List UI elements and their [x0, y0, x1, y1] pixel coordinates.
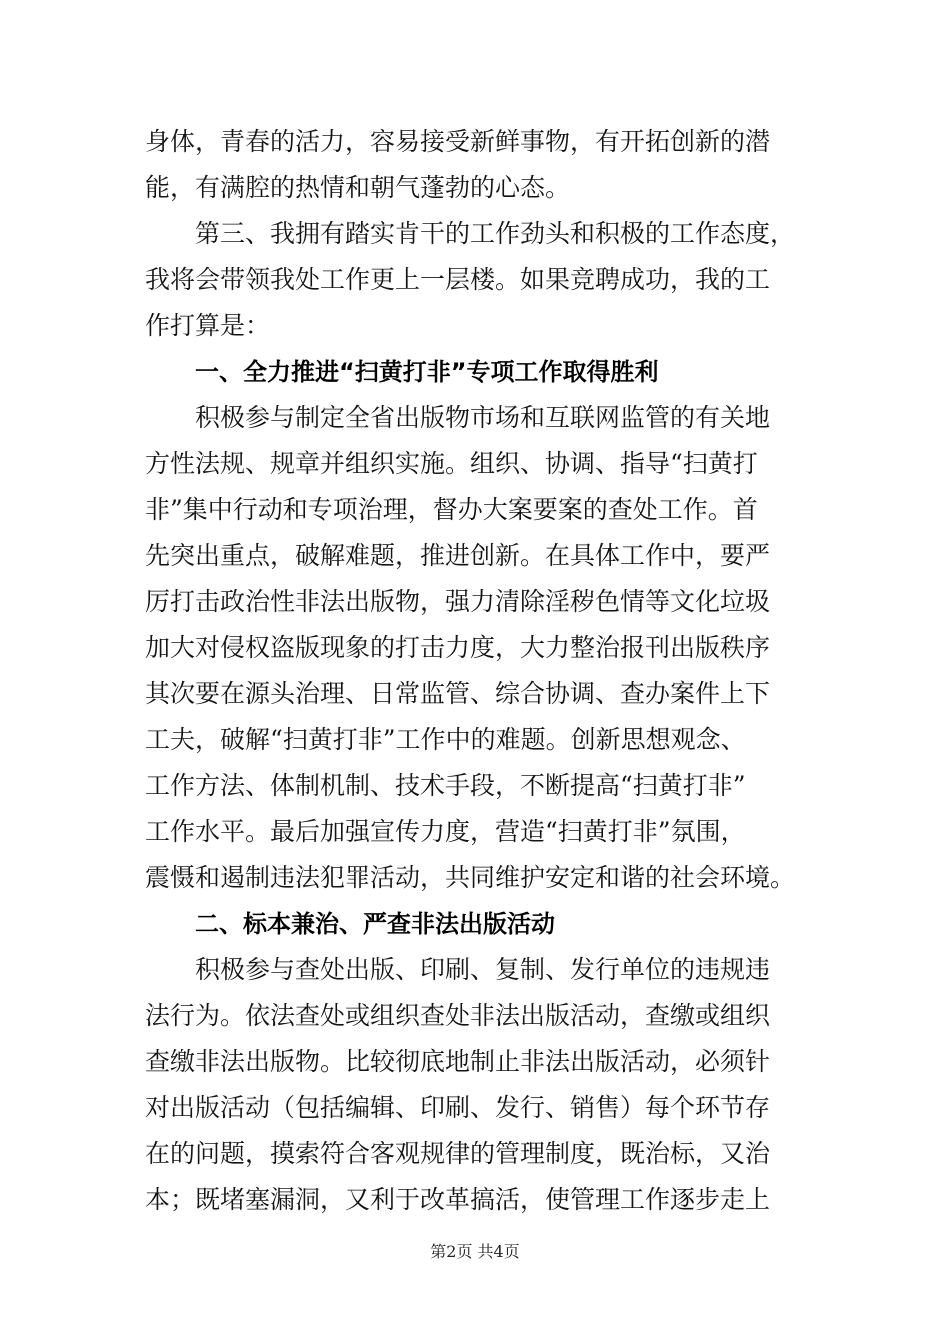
section-heading-2: 二、标本兼治、严查非法出版活动	[195, 910, 555, 938]
paragraph-first-line: 第三、我拥有踏实肯干的工作劲头和积极的工作态度，	[195, 219, 796, 248]
body-line: 我将会带领我处工作更上一层楼。如果竞聘成功，我的工	[145, 265, 771, 294]
body-line: 先突出重点，破解难题，推进创新。在具体工作中，要严	[145, 541, 771, 570]
body-line: 其次要在源头治理、日常监管、综合协调、查办案件上下	[145, 679, 771, 708]
body-line: 身体，青春的活力，容易接受新鲜事物，有开拓创新的潜	[145, 127, 771, 156]
body-line: 加大对侵权盗版现象的打击力度，大力整治报刊出版秩序	[145, 633, 771, 662]
body-line: 查缴非法出版物。比较彻底地制止非法出版活动，必须针	[145, 1047, 771, 1076]
body-line: 非”集中行动和专项治理，督办大案要案的查处工作。首	[145, 495, 758, 524]
body-line: 震慑和遏制违法犯罪活动，共同维护安定和谐的社会环境。	[145, 863, 796, 892]
page-footer: 第2页 共4页	[430, 1242, 520, 1261]
paragraph-first-line: 积极参与制定全省出版物市场和互联网监管的有关地	[195, 403, 771, 432]
body-line: 工作方法、体制机制、技术手段，不断提高“扫黄打非”	[145, 771, 746, 800]
body-line: 作打算是：	[145, 311, 271, 340]
body-line: 法行为。依法查处或组织查处非法出版活动，查缴或组织	[145, 1001, 771, 1030]
body-line: 工夫，破解“扫黄打非”工作中的难题。创新思想观念、	[145, 725, 746, 754]
section-heading-1: 一、全力推进“扫黄打非”专项工作取得胜利	[195, 358, 659, 386]
body-line: 方性法规、规章并组织实施。组织、协调、指导“扫黄打	[145, 449, 758, 478]
body-line: 厉打击政治性非法出版物，强力清除淫秽色情等文化垃圾	[145, 587, 771, 616]
body-line: 本；既堵塞漏洞，又利于改革搞活，使管理工作逐步走上	[145, 1185, 771, 1214]
body-line: 能，有满腔的热情和朝气蓬勃的心态。	[145, 173, 571, 202]
paragraph-first-line: 积极参与查处出版、印刷、复制、发行单位的违规违	[195, 955, 771, 984]
body-line: 对出版活动（包括编辑、印刷、发行、销售）每个环节存	[145, 1093, 771, 1122]
body-line: 在的问题，摸索符合客观规律的管理制度，既治标，又治	[145, 1139, 771, 1168]
body-line: 工作水平。最后加强宣传力度，营造“扫黄打非”氛围，	[145, 817, 746, 846]
